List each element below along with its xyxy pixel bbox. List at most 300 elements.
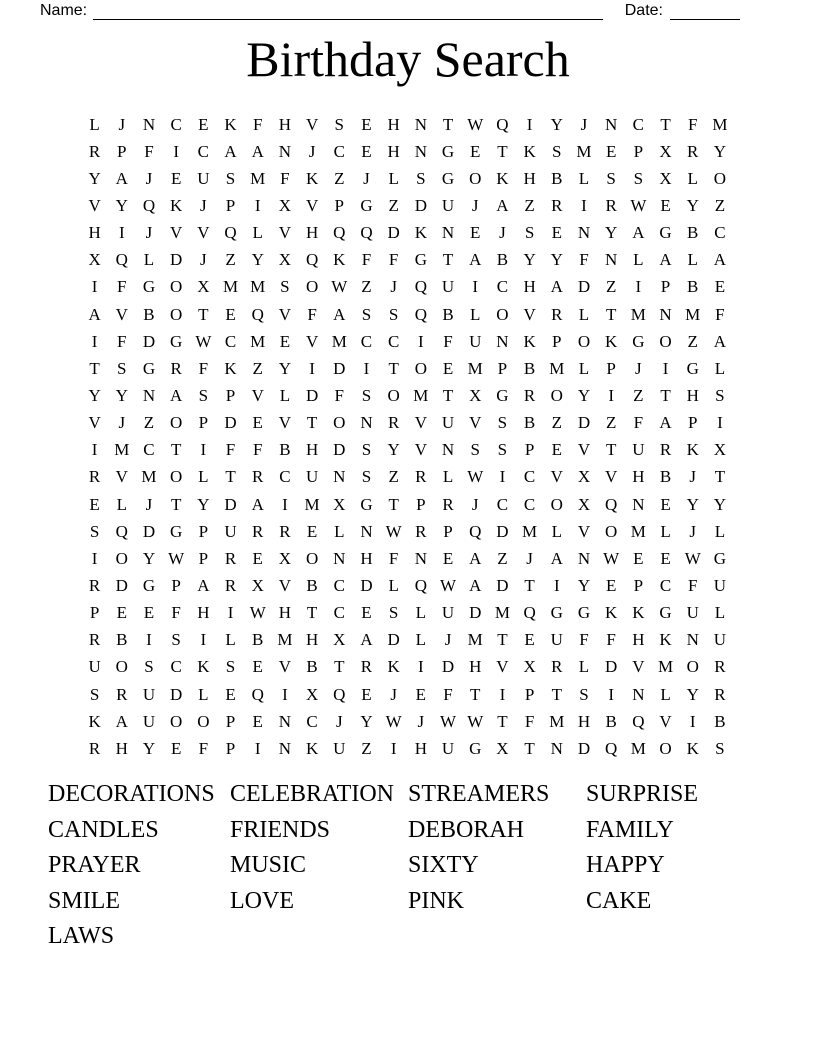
grid-letter: E	[442, 358, 454, 378]
grid-letter: M	[304, 494, 320, 514]
grid-letter: H	[197, 603, 210, 623]
grid-letter: R	[551, 304, 563, 324]
grid-letter: G	[360, 494, 373, 514]
grid-letter: J	[526, 548, 533, 568]
word-list	[48, 777, 796, 955]
grid-row	[81, 220, 734, 247]
grid-letter: F	[715, 304, 725, 324]
grid-letter: E	[605, 141, 617, 161]
grid-letter: S	[388, 603, 399, 623]
grid-letter: H	[632, 630, 645, 650]
grid-letter: J	[145, 494, 153, 514]
grid-letter: L	[578, 657, 590, 677]
grid-letter: X	[305, 684, 319, 704]
grid-letter: S	[497, 413, 508, 433]
grid-letter: T	[442, 250, 454, 270]
grid-letter: L	[415, 630, 427, 650]
grid-letter: W	[467, 711, 484, 731]
grid-letter: E	[252, 711, 263, 731]
grid-letter: H	[686, 385, 699, 405]
grid-letter: U	[142, 684, 156, 704]
grid-letter: C	[279, 467, 291, 487]
grid-letter: H	[387, 114, 400, 134]
grid-letter: Z	[388, 467, 399, 487]
grid-letter: C	[224, 331, 237, 351]
grid-letter: M	[712, 114, 728, 134]
grid-letter: X	[659, 168, 672, 188]
grid-letter: K	[387, 657, 400, 677]
grid-letter: H	[278, 114, 292, 134]
grid-letter: T	[225, 467, 236, 487]
grid-letter: A	[469, 548, 482, 568]
grid-letter: V	[278, 657, 292, 677]
grid-letter: R	[88, 630, 101, 650]
grid-letter: N	[414, 114, 427, 134]
grid-letter: N	[441, 223, 455, 243]
grid-letter: J	[145, 168, 153, 188]
grid-letter: Q	[605, 738, 618, 758]
grid-letter: G	[469, 738, 482, 758]
grid-letter: L	[442, 467, 454, 487]
grid-letter: N	[605, 114, 618, 134]
grid-letter: U	[88, 657, 101, 677]
grid-letter: Y	[686, 195, 699, 215]
grid-letter: G	[142, 277, 156, 297]
grid-letter: S	[606, 168, 616, 188]
grid-row	[81, 382, 734, 409]
grid-letter: J	[417, 711, 425, 731]
grid-letter: S	[171, 630, 181, 650]
grid-letter: Y	[278, 358, 292, 378]
grid-letter: M	[331, 331, 347, 351]
grid-letter: H	[305, 223, 319, 243]
grid-letter: D	[170, 250, 183, 270]
grid-letter: N	[278, 141, 292, 161]
grid-letter: K	[170, 195, 183, 215]
grid-letter: T	[660, 385, 671, 405]
grid-letter: Q	[523, 603, 536, 623]
grid-letter: I	[91, 440, 98, 460]
grid-letter: H	[414, 738, 427, 758]
grid-letter: O	[170, 711, 183, 731]
grid-letter: W	[440, 575, 457, 595]
grid-letter: I	[91, 548, 98, 568]
grid-letter: M	[630, 521, 646, 541]
grid-letter: E	[470, 223, 481, 243]
grid-letter: E	[551, 223, 562, 243]
grid-letter: P	[633, 141, 644, 161]
grid-letter: N	[686, 630, 699, 650]
grid-letter: A	[632, 223, 645, 243]
word-list-column	[408, 777, 586, 955]
header	[0, 1, 816, 20]
grid-letter: L	[714, 521, 726, 541]
grid-letter: Y	[115, 195, 128, 215]
grid-letter: L	[578, 168, 590, 188]
grid-letter: G	[170, 521, 183, 541]
grid-letter: W	[168, 548, 185, 568]
grid-letter: M	[576, 141, 592, 161]
grid-letter: B	[523, 358, 536, 378]
grid-letter: F	[687, 114, 698, 134]
grid-letter: L	[198, 684, 209, 704]
grid-letter: K	[496, 168, 509, 188]
grid-letter: U	[550, 630, 563, 650]
word-item: LOVE	[230, 887, 294, 914]
grid-letter: D	[142, 331, 156, 351]
grid-letter: Z	[143, 413, 155, 433]
grid-letter: V	[88, 413, 101, 433]
grid-letter: H	[523, 277, 536, 297]
grid-letter: O	[659, 738, 672, 758]
grid-letter: X	[278, 250, 292, 270]
grid-letter: M	[522, 521, 538, 541]
grid-letter: C	[496, 277, 509, 297]
grid-letter: Y	[577, 575, 591, 595]
grid-letter: J	[145, 223, 153, 243]
grid-letter: T	[497, 711, 508, 731]
grid-letter: A	[659, 250, 672, 270]
grid-letter: J	[118, 413, 126, 433]
grid-letter: D	[115, 575, 128, 595]
grid-letter: Y	[142, 738, 156, 758]
grid-letter: Q	[142, 195, 156, 215]
grid-letter: T	[170, 494, 182, 514]
grid-letter: L	[388, 575, 399, 595]
grid-letter: Z	[497, 548, 508, 568]
grid-letter: E	[252, 548, 263, 568]
grid-letter: H	[305, 630, 319, 650]
grid-letter: Q	[496, 114, 509, 134]
grid-letter: C	[387, 331, 400, 351]
grid-row	[81, 464, 734, 491]
grid-letter: D	[333, 440, 346, 460]
word-item: DEBORAH	[408, 816, 525, 843]
grid-letter: R	[714, 657, 726, 677]
grid-letter: C	[360, 331, 373, 351]
grid-letter: K	[605, 331, 618, 351]
grid-letter: Y	[686, 494, 699, 514]
grid-letter: L	[714, 358, 726, 378]
grid-letter: O	[469, 168, 482, 188]
grid-letter: W	[195, 331, 212, 351]
grid-letter: Q	[305, 250, 319, 270]
grid-letter: I	[635, 277, 642, 297]
grid-letter: E	[252, 657, 263, 677]
grid-letter: G	[686, 358, 699, 378]
grid-letter: P	[198, 548, 209, 568]
grid-letter: Y	[88, 168, 101, 188]
grid-letter: X	[197, 277, 210, 297]
grid-letter: J	[308, 141, 316, 161]
grid-letter: K	[523, 141, 536, 161]
grid-letter: C	[333, 575, 345, 595]
grid-letter: Z	[524, 195, 535, 215]
grid-letter: J	[363, 168, 370, 188]
grid-letter: O	[305, 277, 319, 297]
grid-letter: W	[331, 277, 348, 297]
grid-letter: V	[523, 304, 536, 324]
grid-letter: L	[388, 168, 399, 188]
word-item: STREAMERS	[408, 781, 550, 807]
grid-letter: A	[224, 141, 237, 161]
grid-letter: X	[333, 630, 346, 650]
grid-letter: F	[524, 711, 535, 731]
grid-letter: C	[523, 494, 536, 514]
grid-letter: P	[606, 358, 616, 378]
grid-letter: I	[689, 711, 696, 731]
grid-letter: V	[88, 195, 101, 215]
grid-letter: T	[170, 440, 182, 460]
name-label: Name:	[40, 2, 88, 19]
grid-letter: C	[306, 711, 318, 731]
grid-letter: M	[114, 440, 130, 460]
grid-letter: L	[415, 603, 427, 623]
grid-letter: R	[360, 657, 373, 677]
grid-letter: N	[550, 738, 563, 758]
grid-letter: K	[305, 738, 319, 758]
grid-letter: F	[252, 440, 263, 460]
grid-letter: B	[687, 223, 699, 243]
grid-letter: A	[88, 304, 101, 324]
grid-letter: U	[441, 603, 455, 623]
grid-letter: S	[552, 141, 562, 161]
grid-letter: K	[632, 603, 645, 623]
grid-letter: X	[278, 548, 292, 568]
grid-letter: Y	[605, 223, 618, 243]
grid-letter: V	[115, 467, 128, 487]
grid-letter: L	[225, 630, 236, 650]
grid-letter: W	[684, 548, 701, 568]
grid-letter: C	[143, 440, 155, 460]
grid-letter: F	[307, 304, 317, 324]
grid-letter: P	[225, 385, 236, 405]
grid-letter: T	[551, 684, 562, 704]
grid-letter: P	[117, 141, 127, 161]
grid-row	[81, 545, 734, 572]
grid-letter: G	[142, 358, 156, 378]
grid-letter: S	[470, 440, 480, 460]
grid-letter: B	[496, 250, 509, 270]
grid-letter: T	[524, 738, 535, 758]
grid-letter: T	[497, 141, 508, 161]
grid-letter: L	[578, 358, 590, 378]
grid-row	[81, 654, 734, 681]
grid-letter: J	[499, 223, 506, 243]
grid-letter: U	[305, 467, 319, 487]
grid-letter: M	[250, 277, 266, 297]
grid-letter: D	[170, 684, 183, 704]
grid-letter: K	[686, 440, 699, 460]
grid-letter: P	[497, 358, 508, 378]
grid-letter: O	[605, 521, 618, 541]
grid-letter: Z	[714, 195, 726, 215]
grid-letter: L	[116, 494, 127, 514]
grid-letter: Z	[361, 738, 372, 758]
grid-letter: Q	[224, 223, 237, 243]
grid-letter: F	[633, 413, 644, 433]
grid-letter: I	[390, 738, 397, 758]
grid-letter: Y	[360, 711, 373, 731]
grid-letter: D	[224, 413, 237, 433]
grid-letter: F	[280, 168, 290, 188]
date-blank-line	[670, 3, 740, 20]
grid-letter: T	[714, 467, 726, 487]
grid-letter: P	[552, 331, 562, 351]
grid-letter: W	[603, 548, 620, 568]
grid-letter: Y	[713, 141, 727, 161]
grid-letter: B	[687, 277, 699, 297]
grid-letter: F	[117, 331, 127, 351]
grid-letter: T	[470, 684, 481, 704]
grid-letter: X	[278, 195, 292, 215]
grid-letter: F	[198, 738, 209, 758]
grid-letter: Q	[605, 494, 618, 514]
grid-letter: R	[714, 684, 726, 704]
grid-letter: D	[333, 358, 346, 378]
grid-letter: Z	[551, 413, 562, 433]
grid-letter: A	[170, 385, 183, 405]
grid-letter: G	[441, 141, 455, 161]
grid-letter: U	[441, 413, 455, 433]
grid-letter: A	[713, 250, 727, 270]
grid-letter: D	[360, 575, 373, 595]
grid-letter: R	[224, 548, 237, 568]
grid-letter: L	[660, 684, 671, 704]
grid-letter: T	[442, 385, 454, 405]
grid-letter: R	[387, 413, 400, 433]
grid-letter: F	[171, 603, 181, 623]
grid-letter: I	[499, 467, 506, 487]
grid-letter: J	[689, 521, 697, 541]
grid-letter: P	[524, 684, 535, 704]
grid-letter: W	[385, 711, 402, 731]
grid-letter: M	[685, 304, 701, 324]
grid-row	[81, 572, 734, 599]
grid-letter: N	[632, 684, 645, 704]
grid-letter: I	[717, 413, 723, 433]
grid-letter: X	[713, 440, 727, 460]
grid-letter: F	[198, 358, 209, 378]
grid-letter: A	[469, 575, 482, 595]
grid-letter: K	[659, 630, 672, 650]
grid-row	[81, 410, 734, 437]
grid-letter: X	[469, 385, 482, 405]
grid-letter: J	[471, 195, 479, 215]
grid-letter: W	[249, 603, 266, 623]
grid-letter: F	[443, 331, 453, 351]
grid-letter: P	[225, 711, 236, 731]
grid-letter: N	[414, 548, 427, 568]
grid-letter: B	[714, 711, 726, 731]
grid-letter: R	[442, 494, 454, 514]
grid-letter: U	[197, 168, 210, 188]
grid-letter: Y	[197, 494, 210, 514]
grid-letter: N	[142, 385, 156, 405]
grid-letter: G	[496, 385, 509, 405]
grid-letter: N	[414, 141, 427, 161]
grid-letter: E	[361, 684, 372, 704]
grid-letter: W	[440, 711, 457, 731]
grid-letter: S	[361, 467, 372, 487]
grid-letter: N	[142, 114, 156, 134]
grid-letter: E	[470, 141, 481, 161]
grid-letter: G	[441, 168, 455, 188]
grid-letter: E	[198, 114, 209, 134]
grid-letter: Y	[115, 385, 128, 405]
grid-letter: A	[251, 141, 264, 161]
grid-letter: Q	[251, 304, 264, 324]
grid-letter: V	[632, 657, 645, 677]
grid-letter: M	[141, 467, 157, 487]
grid-letter: V	[305, 114, 319, 134]
grid-letter: N	[278, 711, 292, 731]
grid-letter: R	[88, 738, 101, 758]
grid-letter: V	[170, 223, 183, 243]
letter-grid	[81, 111, 734, 762]
grid-letter: P	[171, 575, 181, 595]
grid-letter: P	[443, 521, 453, 541]
grid-letter: U	[333, 738, 346, 758]
grid-letter: C	[659, 575, 672, 595]
grid-row	[81, 165, 734, 192]
word-item: SURPRISE	[586, 781, 699, 807]
grid-letter: H	[632, 467, 645, 487]
grid-letter: K	[197, 657, 210, 677]
grid-letter: L	[334, 521, 345, 541]
grid-letter: R	[551, 195, 563, 215]
grid-letter: M	[467, 358, 483, 378]
grid-letter: O	[414, 358, 427, 378]
grid-letter: F	[225, 440, 236, 460]
grid-letter: R	[116, 684, 128, 704]
grid-letter: F	[687, 575, 698, 595]
grid-letter: F	[388, 548, 399, 568]
page-title: Birthday Search	[246, 31, 570, 87]
grid-letter: E	[524, 630, 535, 650]
word-item: CANDLES	[48, 816, 159, 843]
grid-letter: Z	[334, 168, 345, 188]
grid-letter: L	[578, 304, 590, 324]
grid-letter: E	[170, 168, 182, 188]
grid-row	[81, 328, 734, 355]
grid-letter: I	[662, 358, 669, 378]
grid-letter: I	[91, 331, 98, 351]
grid-letter: I	[363, 358, 370, 378]
grid-letter: S	[334, 114, 345, 134]
grid-letter: R	[88, 467, 101, 487]
grid-letter: H	[523, 168, 536, 188]
grid-letter: J	[635, 358, 642, 378]
grid-letter: N	[441, 440, 455, 460]
grid-letter: V	[305, 195, 319, 215]
grid-letter: T	[605, 304, 617, 324]
grid-letter: X	[496, 738, 509, 758]
word-list-column	[586, 777, 796, 955]
grid-letter: U	[686, 603, 699, 623]
grid-letter: P	[225, 195, 236, 215]
grid-letter: C	[523, 467, 536, 487]
grid-letter: E	[361, 603, 372, 623]
grid-letter: Q	[251, 684, 264, 704]
grid-letter: X	[333, 494, 346, 514]
grid-letter: A	[333, 304, 346, 324]
grid-letter: Q	[360, 223, 373, 243]
grid-letter: Z	[605, 413, 617, 433]
grid-letter: C	[714, 223, 726, 243]
grid-letter: N	[496, 331, 509, 351]
grid-letter: O	[387, 385, 400, 405]
